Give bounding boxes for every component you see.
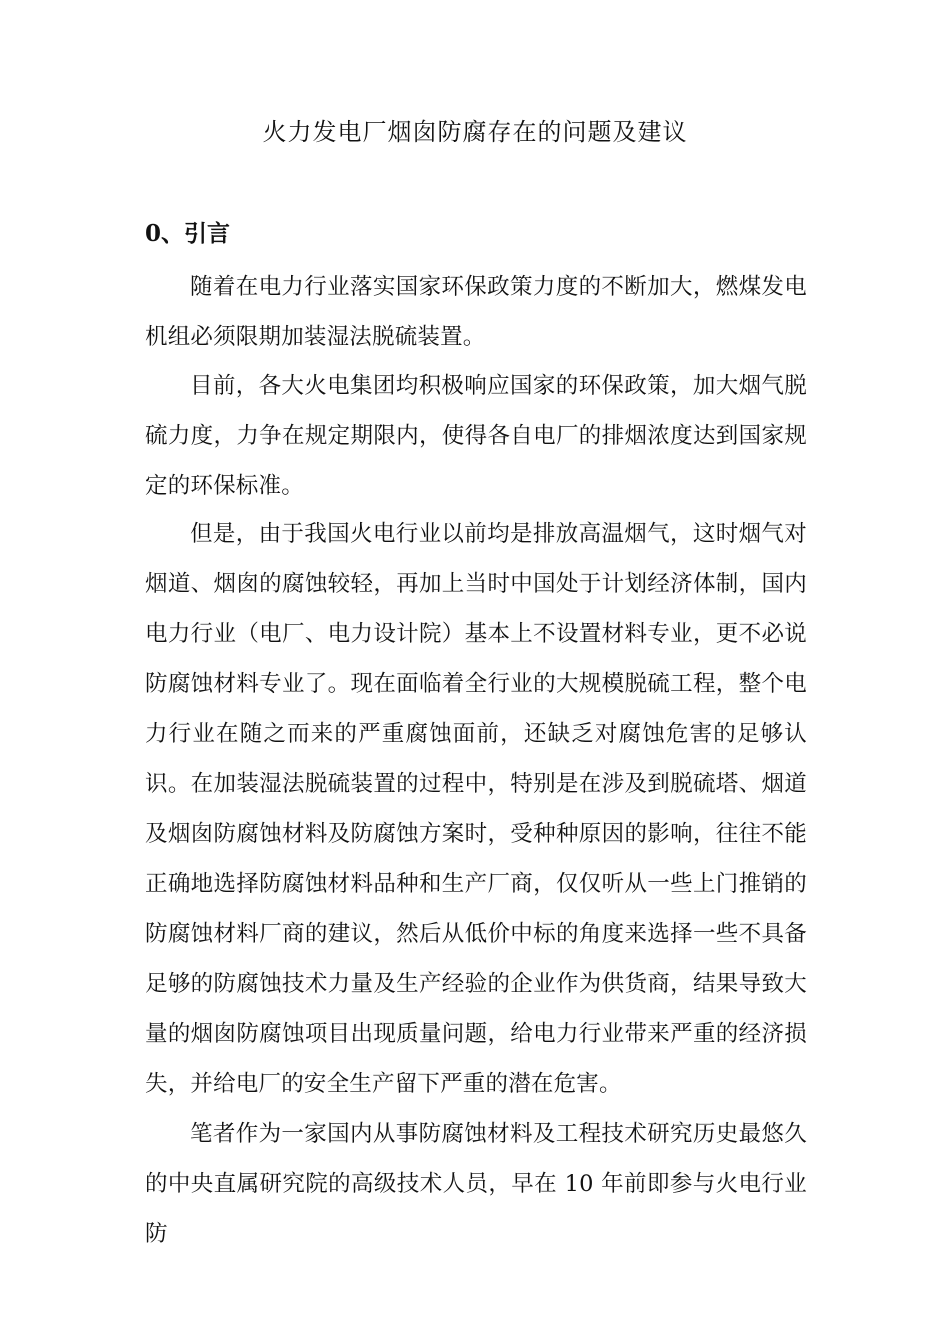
document-title: 火力发电厂烟囱防腐存在的问题及建议 [262, 118, 688, 146]
paragraph-problems: 但是，由于我国火电行业以前均是排放高温烟气，这时烟气对烟道、烟囱的腐蚀较轻，再加上当时中国处于计划经济体制，国内电力行业（电厂、电力设计院）基本上不设置材料专业，更不必说防腐蚀材料专业了。现在面临着全行业的大规模脱硫工程，整个电力行业在随之而来的严重腐蚀面前，还缺乏对腐蚀危害的足够认识。在加装湿法脱硫装置的过程中，特别是在涉及到脱硫塔、烟道及烟囱防腐蚀材料及防腐蚀方案时，受种种原因的影响，往往不能正确地选择防腐蚀材料品种和生产厂商，仅仅听从一些上门推销的防腐蚀材料厂商的建议，然后从低价中标的角度来选择一些不具备足够的防腐蚀技术力量及生产经验的企业作为供货商，结果导致大量的烟囱防腐蚀项目出现质量问题，给电力行业带来严重的经济损失，并给电厂的安全生产留下严重的潜在危害。 [145, 521, 807, 1097]
paragraph-author-background: 笔者作为一家国内从事防腐蚀材料及工程技术研究历史最悠久的中央直属研究院的高级技术人员，早在 10 年前即参与火电行业防 [145, 1121, 807, 1247]
section-heading: 0、引言 [145, 220, 231, 247]
paragraph-current-status: 目前，各大火电集团均积极响应国家的环保政策，加大烟气脱硫力度，力争在规定期限内，使得各自电厂的排烟浓度达到国家规定的环保标准。 [145, 373, 807, 499]
paragraph-intro-policy: 随着在电力行业落实国家环保政策力度的不断加大，燃煤发电机组必须限期加装湿法脱硫装置。 [145, 274, 807, 350]
